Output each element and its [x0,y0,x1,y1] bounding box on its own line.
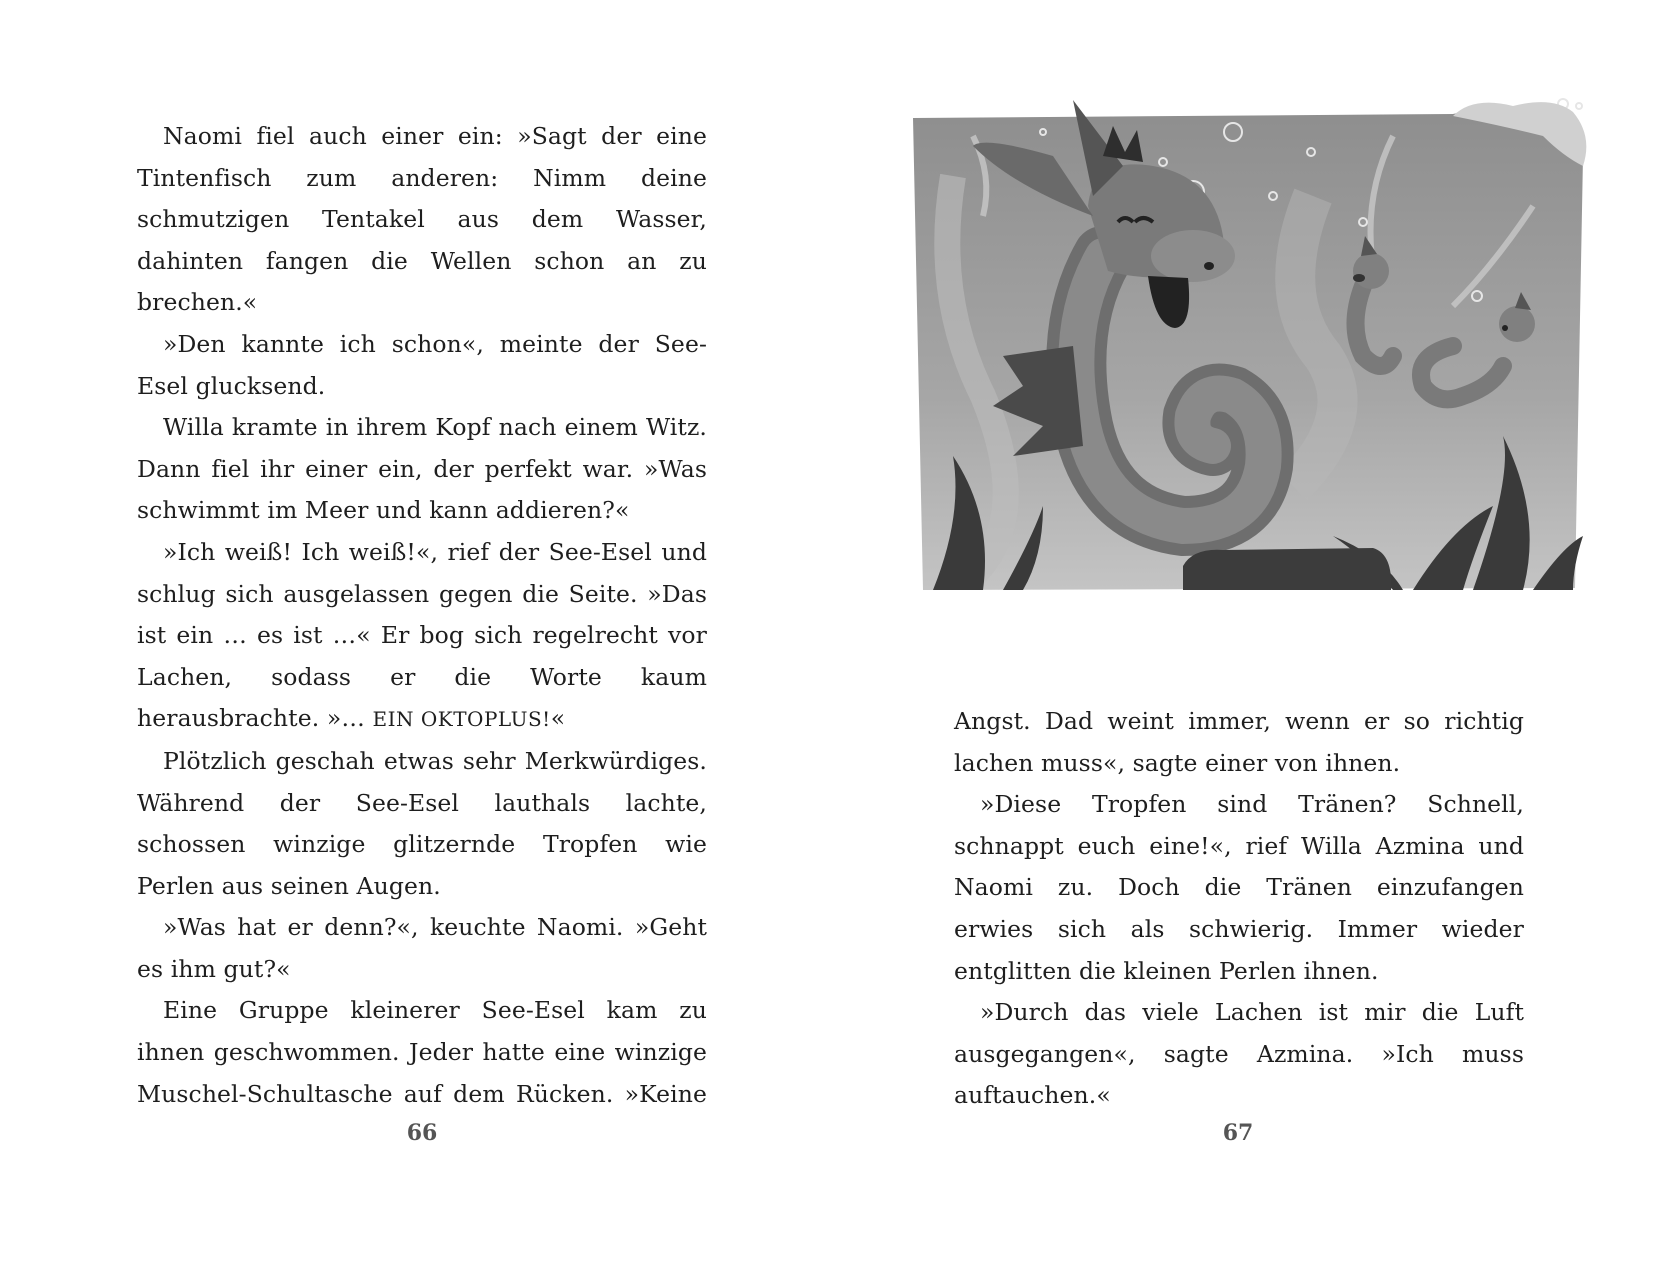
page-number: 66 [406,1120,438,1146]
paragraph: Plötzlich geschah etwas sehr Merkwürdiges. Während der See-Esel lauthals lachte, schossen winzige glitzernde Tropfen wie Perlen aus seinen Augen. [137,746,707,900]
page-number: 67 [1222,1120,1254,1146]
rock [1183,548,1391,590]
paragraph: Naomi fiel auch einer ein: »Sagt der eine Tintenfisch zum anderen: Nimm deine schmutzigen Tentakel aus dem Wasser, dahinten fangen die Wellen schon an zu brechen.« [137,122,707,317]
paragraph: Eine Gruppe kleinerer See-Esel kam zu ihnen geschwommen. Jeder hatte eine winzige Muschel-Schultasche auf dem Rücken. »Keine [137,996,707,1108]
paragraph: »Den kannte ich schon«, meinte der See-Esel glucksend. [137,329,707,400]
right-page [827,0,1654,1270]
small-caps-text: EIN OKTOPLUS! [372,707,551,732]
paragraph: Angst. Dad weint immer, wenn er so richtig lachen muss«, sagte einer von ihnen. [954,707,1524,777]
closing-quote: « [550,704,566,733]
paragraph [137,532,707,741]
paragraph: »Durch das viele Lachen ist mir die Luft ausgegangen«, sagte Azmina. »Ich muss auftauchen.« [954,998,1524,1110]
paragraph: »Was hat er denn?«, keuchte Naomi. »Geht es ihm gut?« [137,913,707,983]
paragraph: »Diese Tropfen sind Tränen? Schnell, schnappt euch eine!«, rief Willa Azmina und Naomi zu. Doch die Tränen einzufangen erwies sich als schwierig. Immer wieder entglitten die kleinen Perlen ihnen. [954,790,1524,985]
paragraph-text: »Ich weiß! Ich weiß!«, rief der See-Esel und schlug sich ausgelassen gegen die Seite. »Das ist ein … es ist …« Er bog sich regelrecht vor Lachen, sodass er die Worte kaum herausbrachte. »… [137,537,707,733]
seahorse-illustration [893,96,1613,628]
paragraph: Willa kramte in ihrem Kopf nach einem Witz. Dann fiel ihr einer ein, der perfekt war. »Was schwimmt im Meer und kann addieren?« [137,413,707,525]
left-page-text [137,116,707,1115]
right-page-text [954,701,1524,1117]
